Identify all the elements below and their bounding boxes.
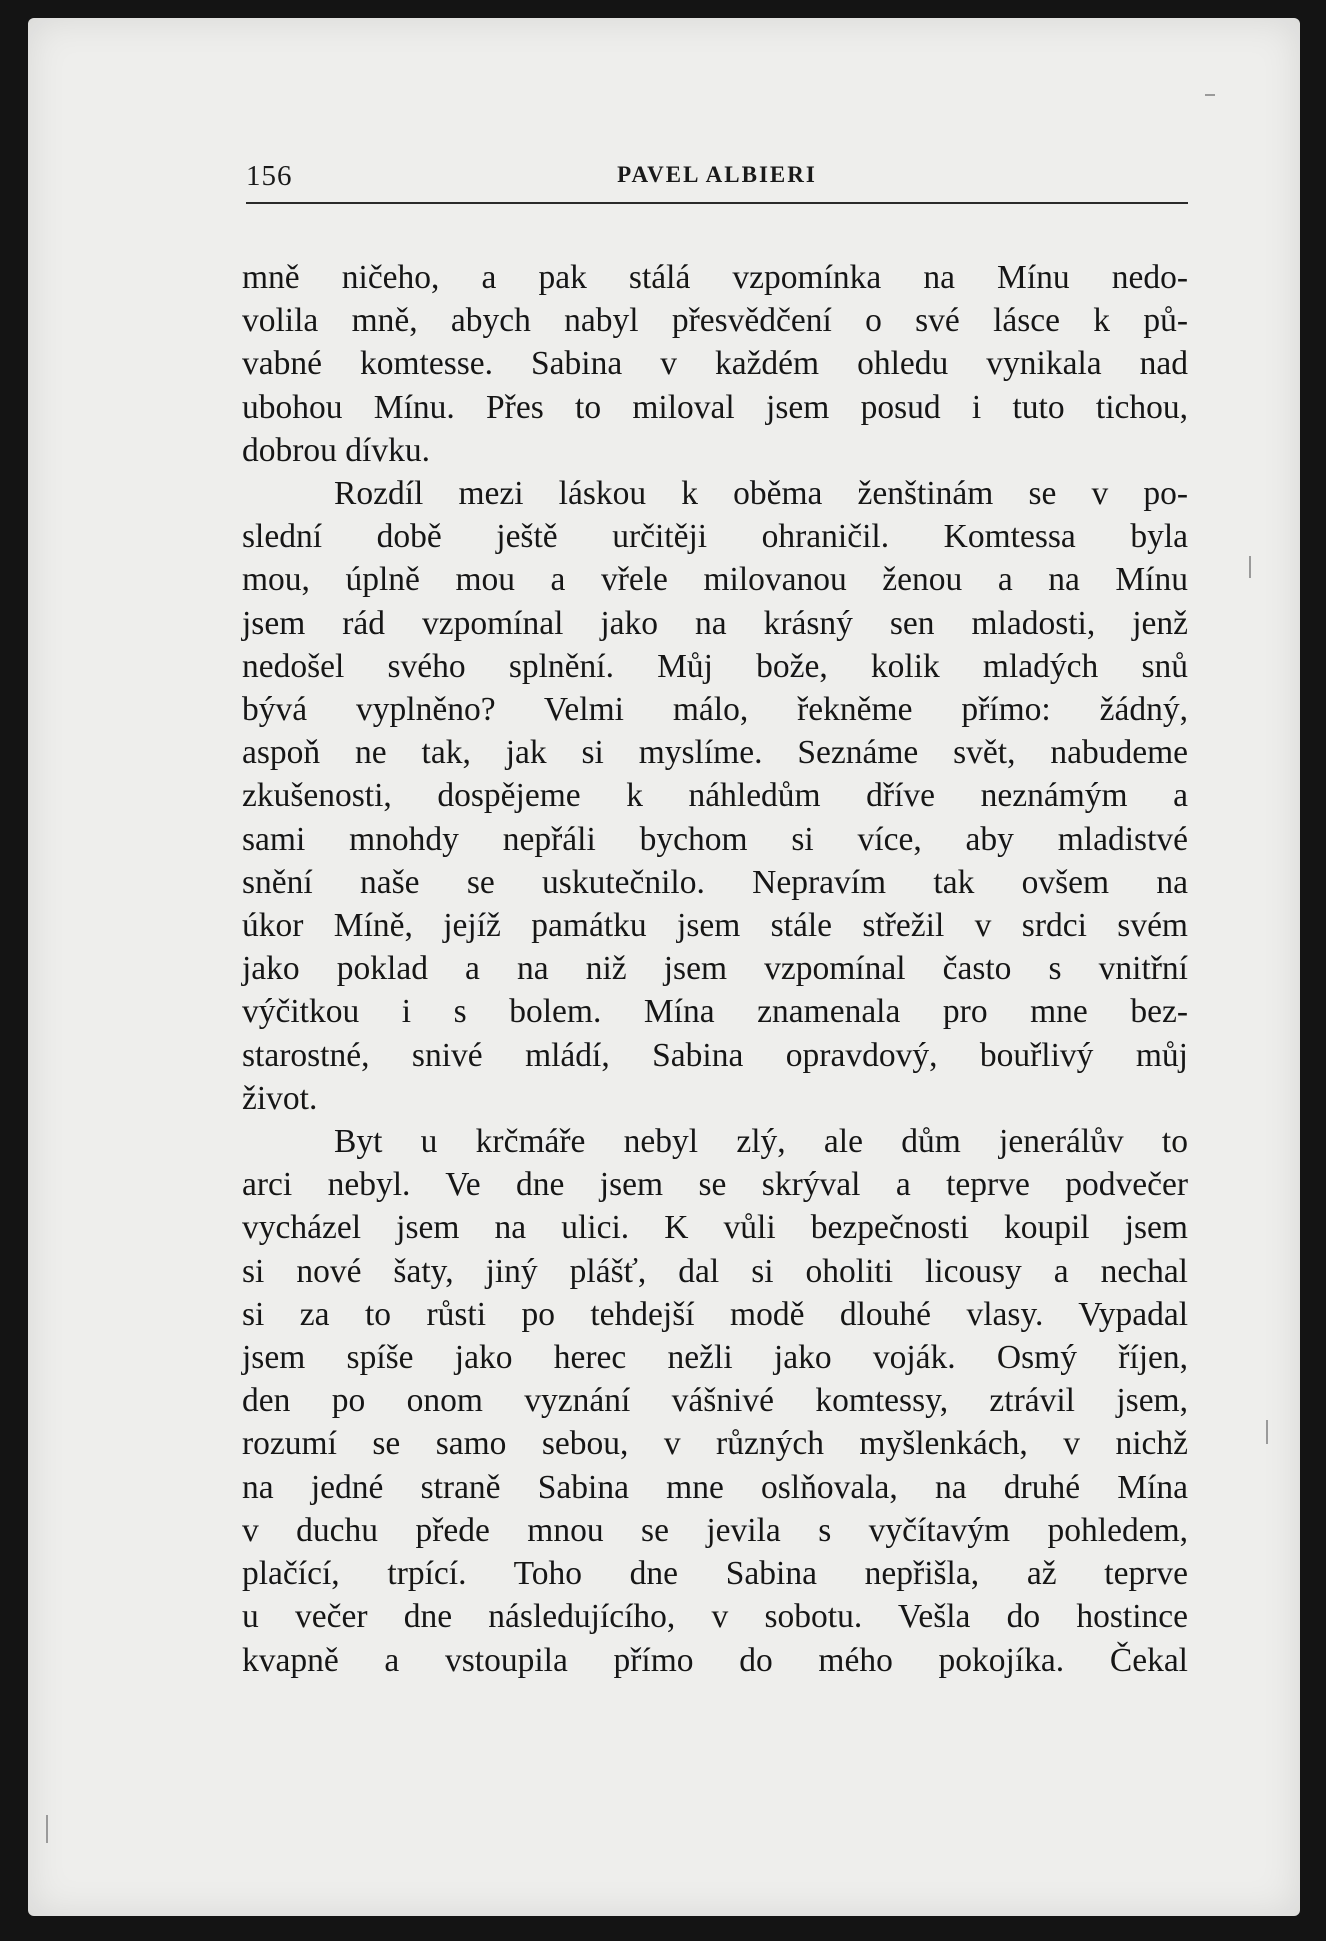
text-line: mou, úplně mou a vřele milovanou ženou a na Mínu: [242, 561, 1188, 599]
body-text: [242, 256, 1188, 1682]
text-line: si nové šaty, jiný plášť, dal si oholiti licousy a nechal: [242, 1252, 1188, 1290]
text-line: ubohou Mínu. Přes to miloval jsem posud i tuto tichou,: [242, 388, 1188, 426]
text-line: aspoň ne tak, jak si myslíme. Seznáme svět, nabudeme: [242, 734, 1188, 772]
text-line: si za to růsti po tehdejší modě dlouhé vlasy. Vypadal: [242, 1295, 1188, 1333]
text-line: bývá vyplněno? Velmi málo, řekněme přímo: žádný,: [242, 691, 1188, 729]
text-line: zkušenosti, dospějeme k náhledům dříve neznámým a: [242, 777, 1188, 815]
scan-edge-mark: [46, 1815, 48, 1843]
text-line: jsem rád vzpomínal jako na krásný sen mladosti, jenž: [242, 604, 1188, 642]
scan-edge-mark: [1266, 1420, 1268, 1444]
text-line: Byt u krčmáře nebyl zlý, ale dům jenerálův to: [334, 1123, 1188, 1161]
text-line: arci nebyl. Ve dne jsem se skrýval a teprve podvečer: [242, 1166, 1188, 1204]
text-line: vabné komtesse. Sabina v každém ohledu vynikala nad: [242, 345, 1188, 383]
scan-edge-mark: [1249, 556, 1251, 578]
text-line: výčitkou i s bolem. Mína znamenala pro mne bez-: [242, 993, 1188, 1031]
text-line: plačící, trpící. Toho dne Sabina nepřišla, až teprve: [242, 1555, 1188, 1593]
text-line: sami mnohdy nepřáli bychom si více, aby mladistvé: [242, 820, 1188, 858]
text-line: úkor Míně, jejíž památku jsem stále střežil v srdci svém: [242, 907, 1188, 945]
text-line: nedošel svého splnění. Můj bože, kolik mladých snů: [242, 647, 1188, 685]
text-line: Rozdíl mezi láskou k oběma ženštinám se v po-: [334, 475, 1188, 513]
text-line: mně ničeho, a pak stálá vzpomínka na Mínu nedo-: [242, 259, 1188, 296]
text-line: dobrou dívku.: [242, 431, 430, 469]
page-number: 156: [246, 160, 293, 192]
text-line: volila mně, abych nabyl přesvědčení o své lásce k pů-: [242, 302, 1188, 340]
text-line: snění naše se uskutečnilo. Nepravím tak ovšem na: [242, 863, 1188, 901]
scan-edge-mark: [1205, 94, 1215, 96]
text-line: jsem spíše jako herec nežli jako voják. Osmý říjen,: [242, 1339, 1188, 1377]
text-line: den po onom vyznání vášnivé komtessy, ztrávil jsem,: [242, 1382, 1188, 1420]
text-line: slední době ještě určitěji ohraničil. Komtessa byla: [242, 518, 1188, 556]
text-line: život.: [242, 1079, 318, 1117]
text-line: na jedné straně Sabina mne oslňovala, na druhé Mína: [242, 1468, 1188, 1506]
text-line: rozumí se samo sebou, v různých myšlenkách, v nichž: [242, 1425, 1188, 1463]
text-line: vycházel jsem na ulici. K vůli bezpečnosti koupil jsem: [242, 1209, 1188, 1247]
text-line: jako poklad a na niž jsem vzpomínal často s vnitřní: [242, 950, 1188, 988]
text-line: starostné, snivé mládí, Sabina opravdový, bouřlivý můj: [242, 1036, 1188, 1074]
running-head: PAVEL ALBIERI: [617, 162, 817, 187]
text-line: v duchu přede mnou se jevila s vyčítavým pohledem,: [242, 1511, 1188, 1549]
text-line: u večer dne následujícího, v sobotu. Vešla do hostince: [242, 1598, 1188, 1636]
page-header: [246, 152, 1188, 204]
text-line: kvapně a vstoupila přímo do mého pokojíka. Čekal: [242, 1641, 1188, 1679]
